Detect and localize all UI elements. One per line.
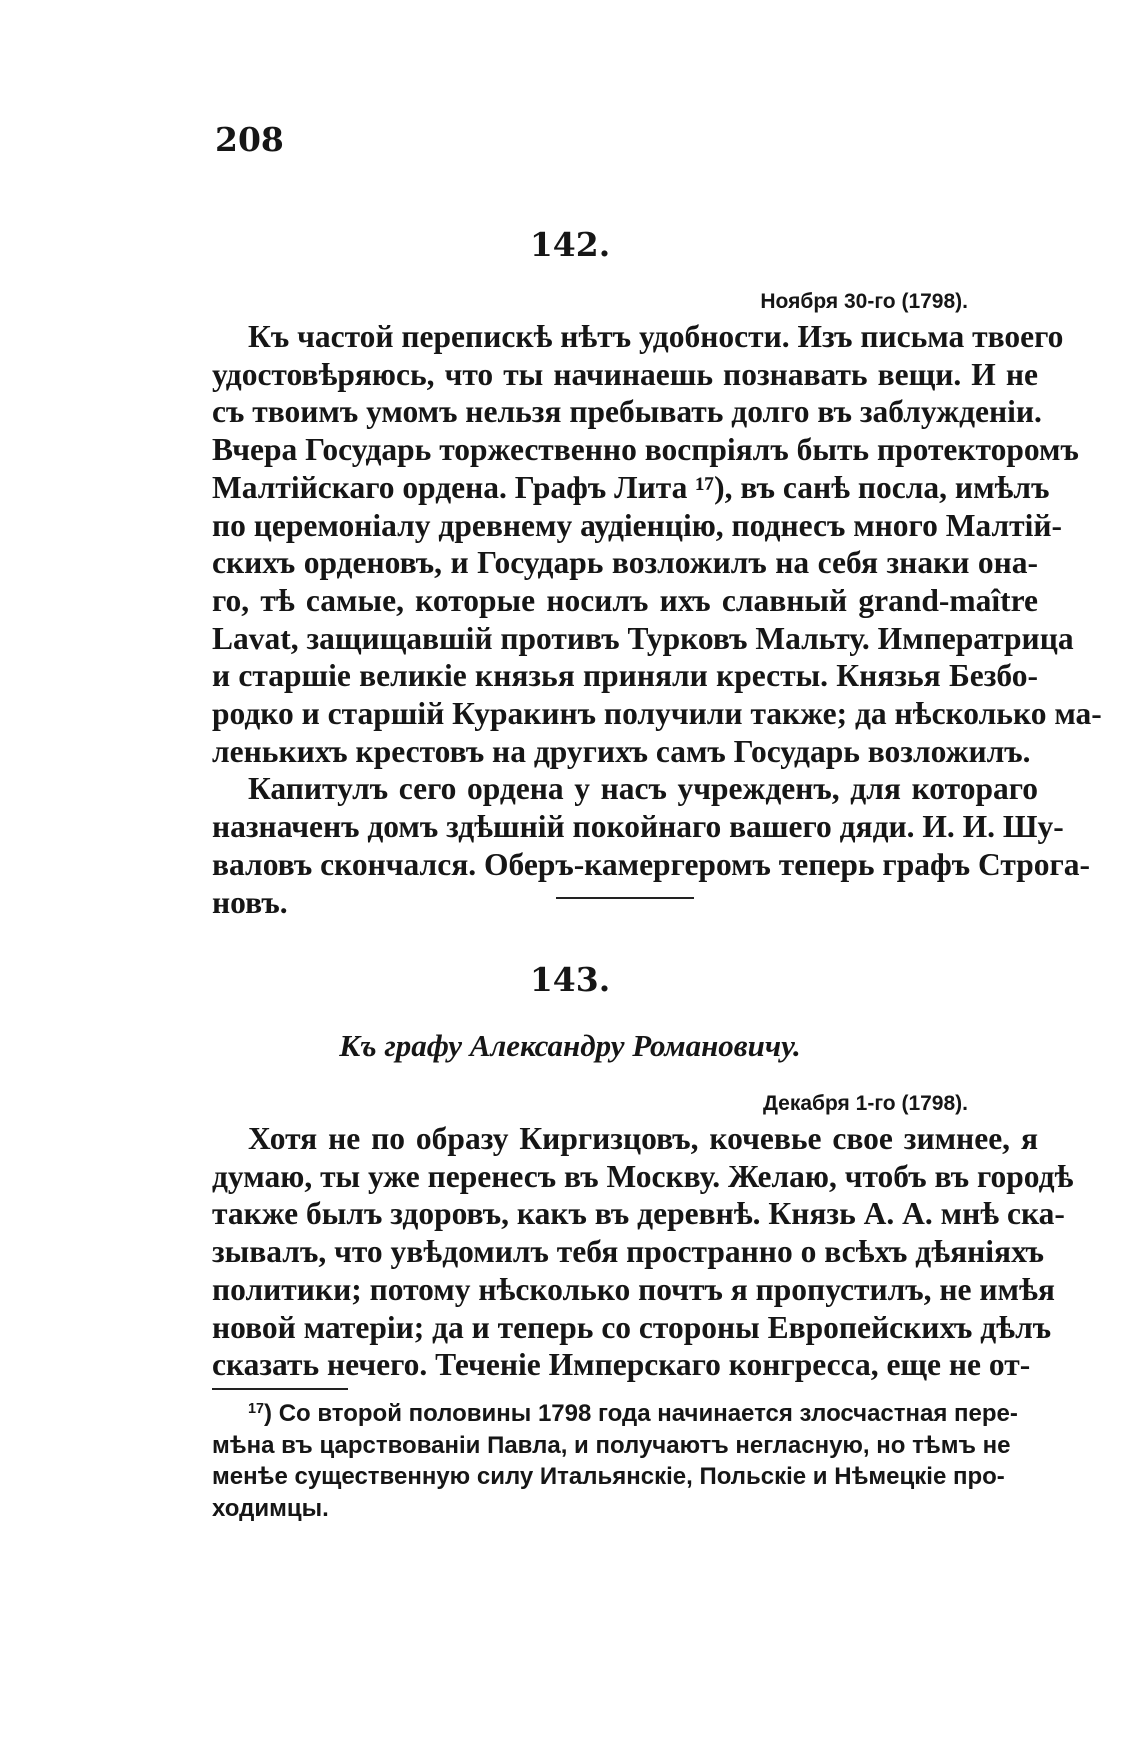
letter-143-number: 143. <box>529 960 611 999</box>
footnote-marker: 17 <box>248 1401 265 1418</box>
letter-142-number: 142. <box>529 225 611 264</box>
section-divider <box>556 897 694 899</box>
text-line: думаю, ты уже перенесъ въ Москву. Желаю, чтобъ въ городѣ <box>212 1158 1074 1194</box>
footnote-line <box>212 1398 1038 1430</box>
text-line: удостовѣряюсь, что ты начинаешь познавать вещи. И не <box>212 356 1038 392</box>
paragraph <box>212 1120 1074 1384</box>
letter-143-salutation: Къ графу Александру Романовичу. <box>339 1028 801 1063</box>
text-line: Вчера Государь торжественно воспріялъ быть протекторомъ <box>212 432 1079 468</box>
text-line: Lavat, защищавшій противъ Турковъ Мальту. Императрица <box>212 620 1074 656</box>
text-line: сказать нечего. Теченіе Имперскаго конгресса, еще не от- <box>212 1347 1031 1383</box>
text-line: Капитулъ сего ордена у насъ учрежденъ, для котораго <box>248 771 1038 807</box>
text-line: скихъ орденовъ, и Государь возложилъ на себя знаки она- <box>212 545 1038 581</box>
text-line: го, тѣ самые, которые носилъ ихъ славный grand-maître <box>212 582 1038 618</box>
footnote-line: ходимцы. <box>212 1494 329 1522</box>
page-number: 208 <box>215 120 284 159</box>
letter-143-date: Декабря 1-го (1798). <box>762 1092 968 1115</box>
text-line: зывалъ, что увѣдомилъ тебя пространно о всѣхъ дѣяніяхъ <box>212 1234 1045 1270</box>
letter-142-body <box>212 318 1102 921</box>
text-line: съ твоимъ умомъ нельзя пребывать долго въ заблужденіи. <box>212 394 1042 430</box>
text-line: Хотя не по образу Киргизцовъ, кочевье свое зимнее, я <box>248 1121 1038 1156</box>
footnote-marker-paren: ) <box>264 1400 279 1427</box>
text-line: новъ. <box>212 884 288 920</box>
text-line: валовъ скончался. Оберъ-камергеромъ теперь графъ Строга- <box>212 846 1091 882</box>
text-line: родко и старшій Куракинъ получили также; да нѣсколько ма- <box>212 696 1102 732</box>
text-line: и старшіе великіе князья приняли кресты. Князья Безбо- <box>212 658 1038 694</box>
text-line: Малтійскаго ордена. Графъ Лита ¹⁷), въ санѣ посла, имѣлъ <box>212 469 1050 505</box>
letter-143-body <box>212 1120 1074 1384</box>
footnote-line: мѣна въ царствованіи Павла, и получаютъ негласную, но тѣмъ не <box>212 1431 1011 1459</box>
footnote-line: менѣе существенную силу Итальянскіе, Польскіе и Нѣмецкіе про- <box>212 1463 1005 1490</box>
footnote-rule <box>212 1388 348 1390</box>
text-line: назначенъ домъ здѣшній покойнаго вашего дяди. И. И. Шу- <box>212 809 1064 845</box>
text-line: Къ частой перепискѣ нѣтъ удобности. Изъ письма твоего <box>248 319 1064 354</box>
text-line: политики; потому нѣсколько почтъ я пропустилъ, не имѣя <box>212 1271 1055 1307</box>
text-line: новой матеріи; да и теперь со стороны Европейскихъ дѣлъ <box>212 1309 1052 1345</box>
text-line: также былъ здоровъ, какъ въ деревнѣ. Князь А. А. мнѣ ска- <box>212 1196 1065 1232</box>
paragraph <box>212 318 1102 770</box>
text-line: по церемоніалу древнему аудіенцію, поднесъ много Малтій- <box>212 507 1062 543</box>
footnote <box>212 1398 1038 1524</box>
footnote-text-line: Со второй половины 1798 года начинается злосчастная пере- <box>278 1400 1018 1427</box>
text-line: ленькихъ крестовъ на другихъ самъ Государь возложилъ. <box>212 733 1031 769</box>
letter-142-date: Ноября 30-го (1798). <box>760 290 968 313</box>
